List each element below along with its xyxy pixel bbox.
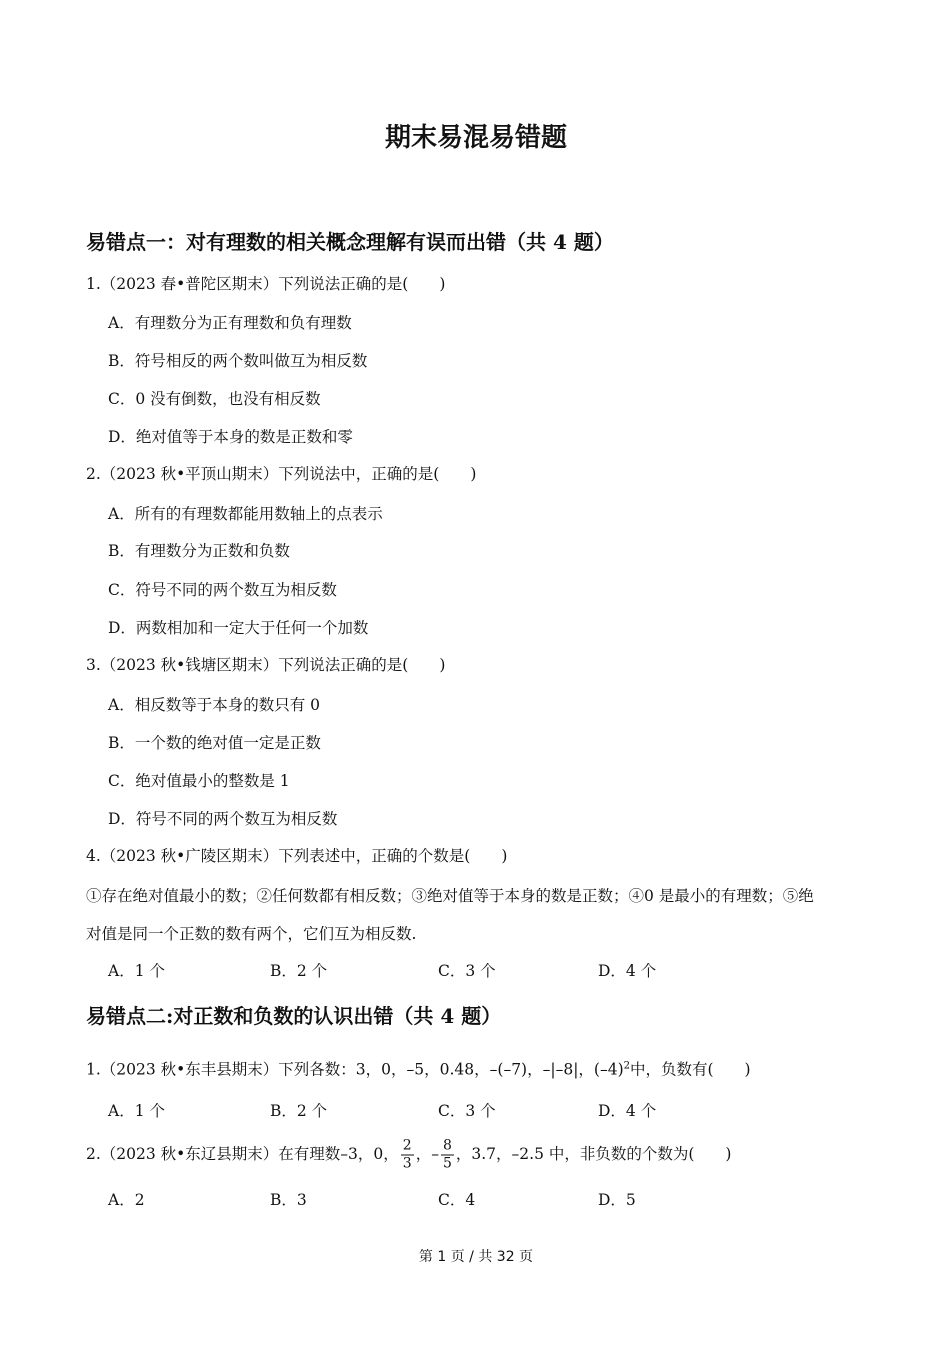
- option-c: C．4: [438, 1191, 476, 1209]
- separator: ，–: [415, 1145, 439, 1163]
- stem-text-end: 中，负数有( ): [630, 1060, 751, 1079]
- option-c: C．3 个: [438, 962, 496, 980]
- option-d: D．绝对值等于本身的数是正数和零: [108, 428, 353, 446]
- option-a: A．2: [108, 1191, 145, 1209]
- numerator: 2: [402, 1137, 412, 1154]
- fraction: [441, 1138, 454, 1173]
- question-stem: [86, 1138, 731, 1173]
- option-d: D．4 个: [598, 962, 657, 980]
- fraction: [401, 1138, 414, 1173]
- option-b: B．3: [270, 1191, 307, 1209]
- option-c: C．绝对值最小的整数是 1: [108, 772, 290, 790]
- question-stem: 2.（2023 秋•平顶山期末）下列说法中，正确的是( ): [86, 465, 477, 483]
- option-d: D．5: [598, 1191, 636, 1209]
- option-a: A．1 个: [108, 962, 165, 980]
- option-c: C．符号不同的两个数互为相反数: [108, 581, 337, 599]
- question-stem: 1.（2023 春•普陀区期末）下列说法正确的是( ): [86, 275, 446, 293]
- question-stem: [86, 1056, 751, 1079]
- option-b: B．有理数分为正数和负数: [108, 542, 290, 560]
- stem-text: 2.（2023 秋•东辽县期末）在有理数–3，0，: [86, 1145, 399, 1163]
- option-c: C．0 没有倒数，也没有相反数: [108, 390, 321, 408]
- option-a: A．所有的有理数都能用数轴上的点表示: [108, 505, 383, 523]
- option-d: D．两数相加和一定大于任何一个加数: [108, 619, 369, 637]
- option-a: A．有理数分为正有理数和负有理数: [108, 314, 352, 332]
- question-statement: 对值是同一个正数的数有两个，它们互为相反数.: [86, 925, 417, 943]
- option-c: C．3 个: [438, 1102, 496, 1120]
- denominator: 3: [402, 1155, 412, 1172]
- option-d: D．符号不同的两个数互为相反数: [108, 810, 338, 828]
- option-b: B．2 个: [270, 1102, 328, 1120]
- section-heading: 易错点一：对有理数的相关概念理解有误而出错（共 4 题）: [86, 230, 614, 254]
- exponent: 2: [623, 1060, 630, 1072]
- question-stem: 4.（2023 秋•广陵区期末）下列表述中，正确的个数是( ): [86, 847, 508, 865]
- option-b: B．符号相反的两个数叫做互为相反数: [108, 352, 368, 370]
- question-statement: ①存在绝对值最小的数；②任何数都有相反数；③绝对值等于本身的数是正数；④0 是最小的有理数；⑤绝: [86, 887, 814, 905]
- denominator: 5: [442, 1155, 452, 1172]
- page-title: 期末易混易错题: [384, 123, 567, 153]
- numerator: 8: [442, 1137, 452, 1154]
- option-d: D．4 个: [598, 1102, 657, 1120]
- page-footer: 第 1 页 / 共 32 页: [418, 1249, 534, 1265]
- option-a: A．相反数等于本身的数只有 0: [108, 696, 320, 714]
- question-stem: 3.（2023 秋•钱塘区期末）下列说法正确的是( ): [86, 656, 446, 674]
- option-a: A．1 个: [108, 1102, 165, 1120]
- section-heading: 易错点二:对正数和负数的认识出错（共 4 题）: [86, 1004, 502, 1028]
- stem-text: 1.（2023 秋•东丰县期末）下列各数：3，0，–5，0.48，–(–7)，–|–8|，(–4): [86, 1060, 624, 1079]
- option-b: B．2 个: [270, 962, 328, 980]
- option-b: B．一个数的绝对值一定是正数: [108, 734, 321, 752]
- stem-text-end: ，3.7，–2.5 中，非负数的个数为( ): [455, 1145, 732, 1163]
